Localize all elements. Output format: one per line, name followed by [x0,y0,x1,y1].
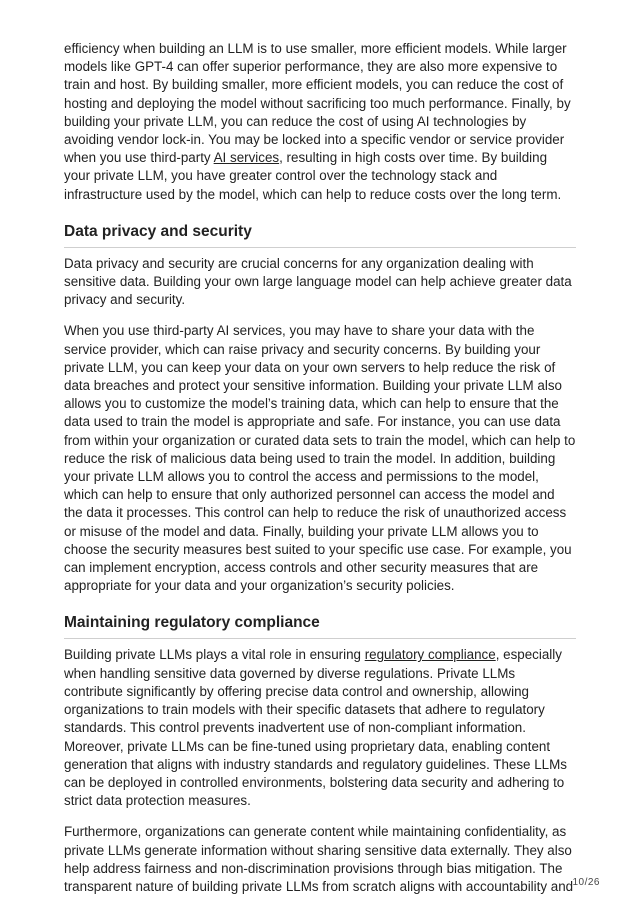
ai-services-link[interactable]: AI services [213,150,280,166]
cost-paragraph-text-1: efficiency when building an LLM is to use smaller, more efficient models. While larger models like GPT-4 can offer superior performance, they are also more expensive to train and host. By building smaller, more efficient models, you can reduce the cost of hosting and deploying the model without sacrificing too much performance. Finally, by building your private LLM, you can reduce the cost of using AI technologies by avoiding vendor lock-in. You may be locked into a specific vendor or service provider when you use third-party [64,41,571,166]
compliance-paragraph-text-1: Building private LLMs plays a vital role in ensuring [64,647,365,663]
regulatory-compliance-link[interactable]: regulatory compliance [364,647,496,663]
document-page [64,40,576,909]
cost-paragraph-text-2: , resulting in high costs over time. By building your private LLM, you have greater control over the technology stack and infrastructure used by the model, which can help to reduce costs over the long term. [64,150,562,202]
compliance-heading: Maintaining regulatory compliance [64,613,576,639]
privacy-paragraph-1: Data privacy and security are crucial concerns for any organization dealing with sensitive data. Building your own large language model can help achieve greater data privacy and security. [64,255,572,308]
privacy-heading: Data privacy and security [64,222,576,248]
compliance-paragraph-text-2: , especially when handling sensitive data governed by diverse regulations. Private LLMs contribute significantly by offering precise data control and ownership, allowing organizations to train models with their specific datasets that adhere to regulatory standards. This control prevents inadvertent use of non-compliant information. Moreover, private LLMs can be fine-tuned using proprietary data, enabling content generation that aligns with industry standards and regulatory guidelines. These LLMs can be deployed in controlled environments, bolstering data security and adhering to strict data protection measures. [64,647,567,809]
privacy-paragraph-2: When you use third-party AI services, you may have to share your data with the service provider, which can raise privacy and security concerns. By building your private LLM, you can keep your data on your own servers to help reduce the risk of data breaches and protect your sensitive information. Building your private LLM also allows you to customize the model’s training data, which can help to ensure that the data used to train the model is appropriate and safe. For instance, you can use data from within your organization or curated data sets to train the model, which can help to reduce the risk of malicious data being used to train the model. In addition, building your private LLM allows you to control the access and permissions to the model, which can help to ensure that only authorized personnel can access the model and the data it processes. This control can help to reduce the risk of unauthorized access or misuse of the model and data. Finally, building your private LLM allows you to choose the security measures best suited to your specific use case. For example, you can implement encryption, access controls and other security measures that are appropriate for your data and your organization’s security policies. [64,323,576,594]
cost-paragraph [64,40,576,204]
compliance-paragraph-1 [64,646,576,810]
page-number: 10/26 [572,877,600,888]
compliance-paragraph-2: Furthermore, organizations can generate content while maintaining confidentiality, as private LLMs generate information without sharing sensitive data externally. They also help address fairness and non-discrimination provisions through bias mitigation. The transparent nature of building private LLMs from scratch aligns with accountability and [64,824,574,894]
